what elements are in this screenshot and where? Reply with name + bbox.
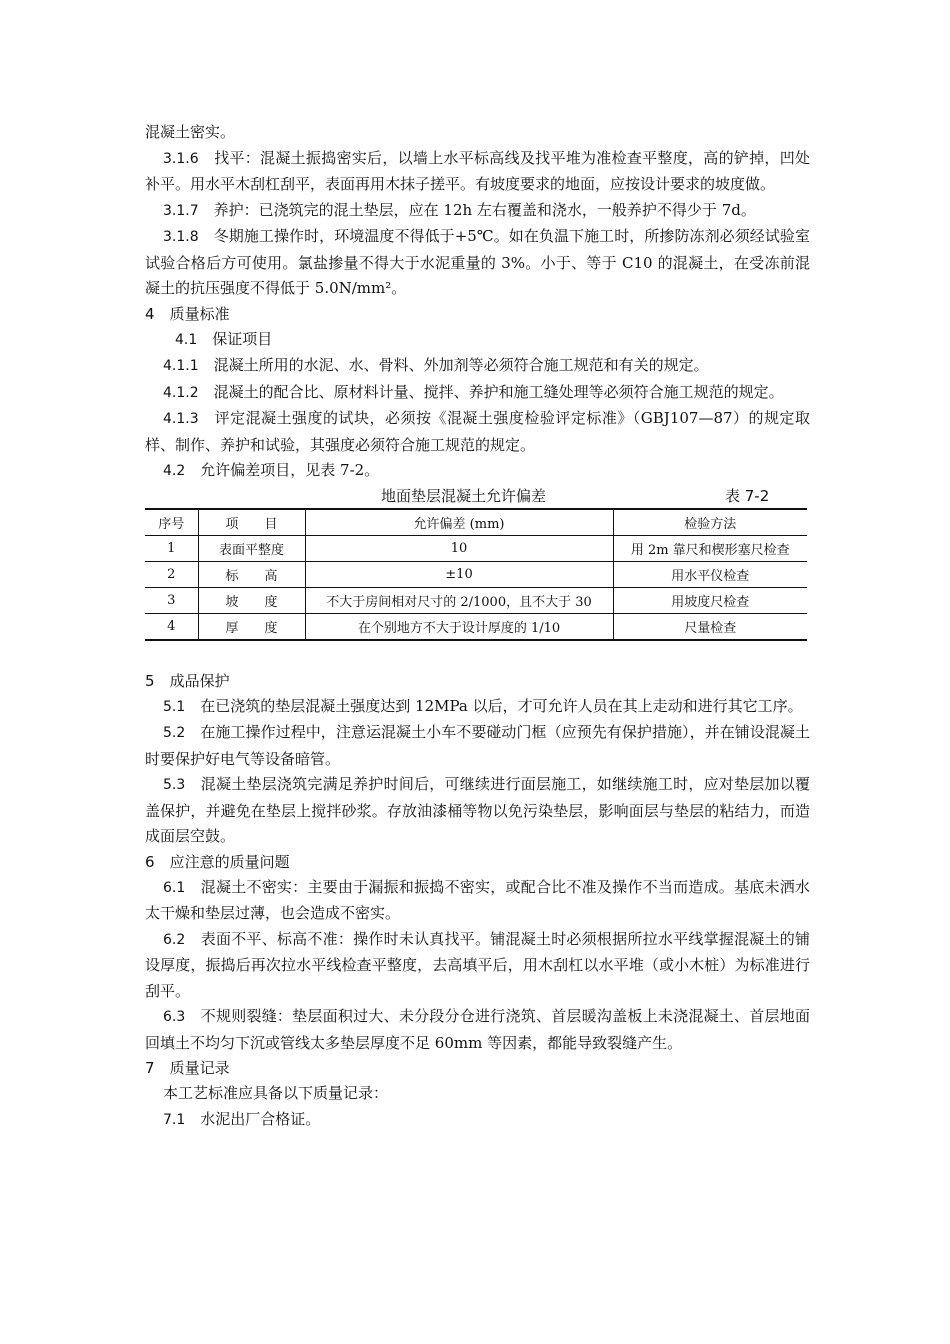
table-cell: 3 <box>145 587 198 613</box>
section-6-3 <box>145 1004 810 1056</box>
section-4-1-1 <box>145 353 810 380</box>
section-4-1-2 <box>145 380 810 407</box>
section-5-3 <box>145 772 810 850</box>
heading-number: 4 <box>145 304 155 323</box>
heading-7 <box>145 1056 810 1081</box>
section-text: 混凝土的配合比、原材料计量、搅拌、养护和施工缝处理等必须符合施工规范的规定。 <box>213 382 784 401</box>
section-text: 在已浇筑的垫层混凝土强度达到 12MPa 以后，才可允许人员在其上走动和进行其它工序。 <box>200 696 803 715</box>
section-text: 表面不平、标高不准：操作时未认真找平。铺混凝土时必须根据所拉水平线掌握混凝土的铺设厚度，振捣后再次拉水平线检查平整度，去高填平后，用木刮杠以水平堆（或小木桩）为标准进行刮平。 <box>145 929 810 1000</box>
table-header-row <box>145 509 807 536</box>
table-number: 表 7-2 <box>725 486 770 505</box>
table-cell: 10 <box>305 535 613 561</box>
heading-number: 7 <box>145 1059 155 1077</box>
section-3-1-8 <box>145 224 810 302</box>
table-row <box>145 587 807 613</box>
table-cell: 表面平整度 <box>198 535 305 561</box>
table-cell: 尺量检查 <box>613 613 807 640</box>
section-text: 水泥出厂合格证。 <box>200 1109 321 1128</box>
table-caption <box>145 485 810 507</box>
section-4-1 <box>145 327 810 354</box>
section-number: 5.1 <box>163 698 186 715</box>
section-text: 允许偏差项目，见表 7-2。 <box>200 461 380 479</box>
section-6-2 <box>145 927 810 1005</box>
heading-title: 质量记录 <box>169 1059 230 1077</box>
table-cell: 1 <box>145 535 198 561</box>
section-text: 混凝土不密实：主要由于漏振和振捣不密实，或配合比不准及操作不当而造成。基底未洒水太干燥和垫层过薄，也会造成不密实。 <box>145 877 810 922</box>
section-4-1-3 <box>145 406 810 458</box>
heading-4 <box>145 302 810 327</box>
heading-6 <box>145 850 810 875</box>
section-text: 混凝土垫层浇筑完满足养护时间后，可继续进行面层施工，如继续施工时，应对垫层加以覆盖保护，并避免在垫层上搅拌砂浆。存放油漆桶等物以免污染垫层，影响面层与垫层的粘结力，而造成面层空鼓。 <box>145 775 810 845</box>
section-text: 评定混凝土强度的试块，必须按《混凝土强度检验评定标准》（GBJ107—87）的规定取样、制作、养护和试验，其强度必须符合施工规范的规定。 <box>145 409 810 454</box>
table-title: 地面垫层混凝土允许偏差 <box>381 486 547 505</box>
section-number: 3.1.8 <box>163 229 199 245</box>
tolerance-table <box>145 508 807 641</box>
section-number: 6.3 <box>163 1009 186 1025</box>
table-cell: 用坡度尺检查 <box>613 587 807 613</box>
heading-number: 6 <box>145 852 155 871</box>
section-number: 7.1 <box>163 1111 186 1128</box>
intro-paragraph: 混凝土密实。 <box>145 123 236 141</box>
section-7-1 <box>145 1107 810 1134</box>
section-5-1 <box>145 694 810 721</box>
table-cell: ±10 <box>305 561 613 587</box>
section-5-2 <box>145 720 810 772</box>
section-3-1-7 <box>145 198 810 225</box>
section-number: 4.1 <box>175 331 198 348</box>
section-number: 6.1 <box>163 879 186 896</box>
table-row <box>145 613 807 640</box>
table-cell: 厚 度 <box>198 613 305 640</box>
section-text: 混凝土所用的水泥、水、骨料、外加剂等必须符合施工规范和有关的规定。 <box>213 356 709 374</box>
spacer <box>145 641 810 669</box>
table-cell: 坡 度 <box>198 587 305 613</box>
table-cell: 用 2m 靠尺和楔形塞尺检查 <box>613 535 807 561</box>
header-cell: 检验方法 <box>613 509 807 536</box>
heading-title: 质量标准 <box>169 304 230 323</box>
section-text: 养护：已浇筑完的混土垫层，应在 12h 左右覆盖和浇水，一般养护不得少于 7d。 <box>213 200 756 219</box>
table-cell: 标 高 <box>198 561 305 587</box>
section-4-2 <box>145 458 810 485</box>
heading-title: 应注意的质量问题 <box>169 852 290 871</box>
section-number: 6.2 <box>163 931 186 948</box>
document-page <box>145 120 810 1133</box>
section-number: 4.2 <box>163 463 186 479</box>
section-number: 4.1.3 <box>163 411 199 427</box>
header-cell: 允许偏差 (mm) <box>305 509 613 536</box>
section-number: 3.1.6 <box>163 150 199 167</box>
section-3-1-6 <box>145 146 810 198</box>
header-cell: 项 目 <box>198 509 305 536</box>
heading-5 <box>145 669 810 694</box>
section-number: 5.3 <box>163 777 186 793</box>
heading-number: 5 <box>145 671 155 690</box>
section-number: 5.2 <box>163 725 186 741</box>
section-number: 4.1.2 <box>163 384 199 401</box>
table-cell: 用水平仪检查 <box>613 561 807 587</box>
section-text: 不规则裂缝：垫层面积过大、未分段分仓进行浇筑、首层暖沟盖板上未浇混凝土、首层地面回填土不均匀下沉或管线太多垫层厚度不足 60mm 等因素，都能导致裂缝产生。 <box>145 1007 810 1052</box>
section-number: 4.1.1 <box>163 358 199 374</box>
section-text: 找平：混凝土振捣密实后，以墙上水平标高线及找平堆为准检查平整度，高的铲掉，凹处补平。用水平木刮杠刮平，表面再用木抹子搓平。有坡度要求的地面，应按设计要求的坡度做。 <box>145 148 810 193</box>
section-number: 3.1.7 <box>163 202 199 219</box>
table-cell: 不大于房间相对尺寸的 2/1000，且不大于 30 <box>305 587 613 613</box>
section-text: 在施工操作过程中，注意运混凝土小车不要碰动门框（应预先有保护措施），并在铺设混凝土时要保护好电气等设备暗管。 <box>145 723 810 768</box>
heading-title: 成品保护 <box>169 671 230 690</box>
table-cell: 在个别地方不大于设计厚度的 1/10 <box>305 613 613 640</box>
section-text: 保证项目 <box>212 329 273 348</box>
section-text: 冬期施工操作时，环境温度不得低于+5℃。如在负温下施工时，所掺防冻剂必须经试验室试验合格后方可使用。氯盐掺量不得大于水泥重量的 3%。小于、等于 C10 的混凝土，在受冻前混凝土的抗压强度不得低于 5.0N/mm²。 <box>145 227 810 297</box>
table-row <box>145 535 807 561</box>
header-cell: 序号 <box>145 509 198 536</box>
table-cell: 4 <box>145 613 198 640</box>
section-6-1 <box>145 875 810 927</box>
table-cell: 2 <box>145 561 198 587</box>
section-7-intro: 本工艺标准应具备以下质量记录： <box>163 1084 389 1102</box>
table-row <box>145 561 807 587</box>
